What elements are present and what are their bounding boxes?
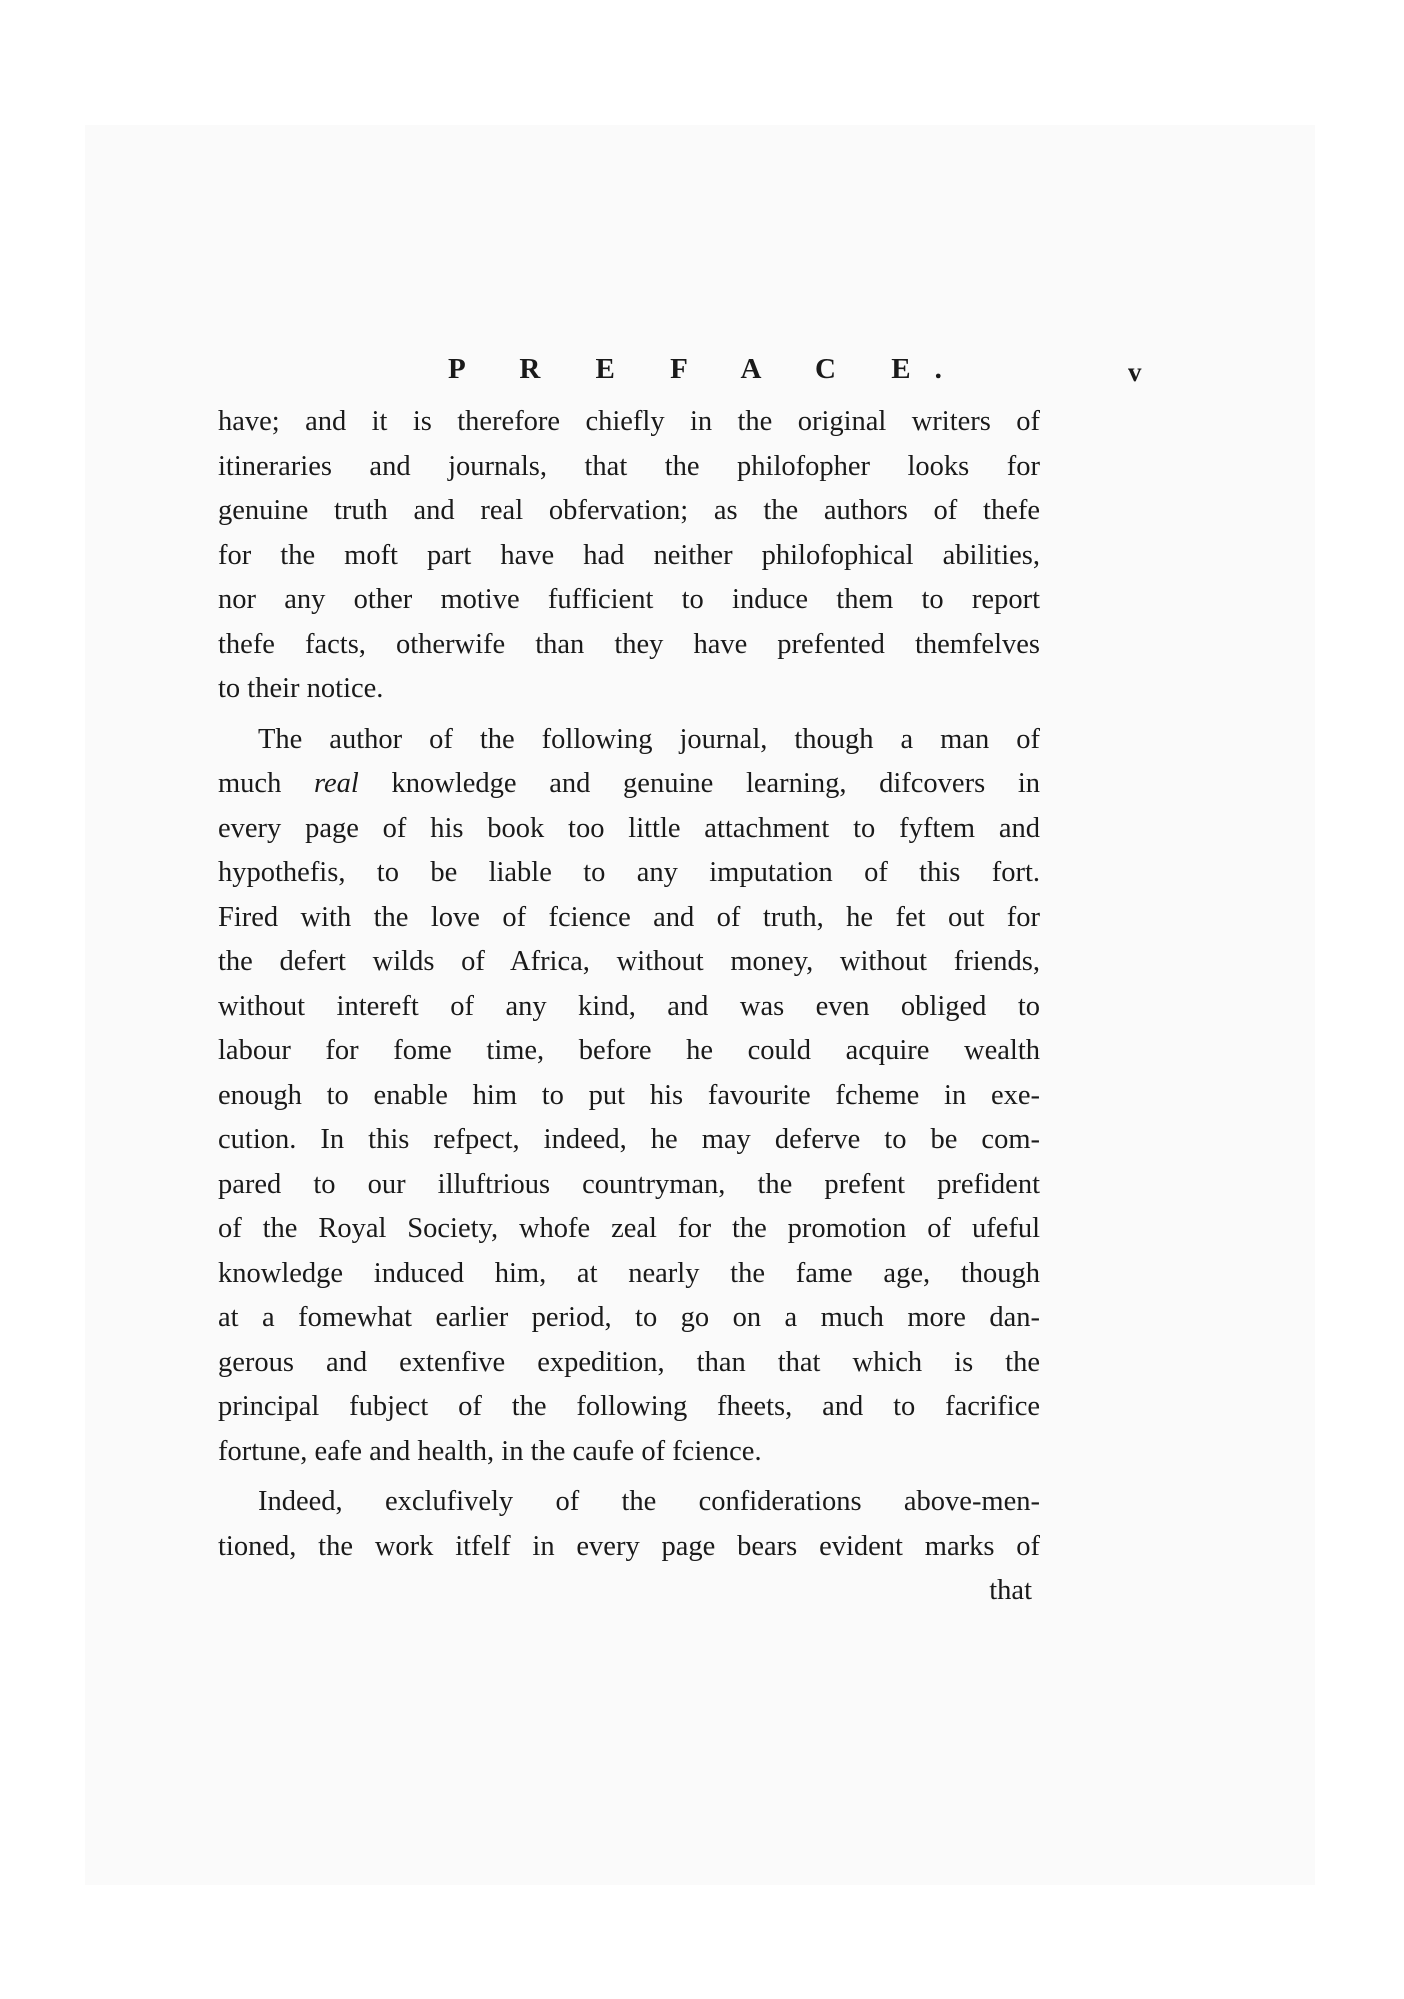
text-line: labour for fome time, before he could acquire wealth [218,1035,1040,1066]
text-line: enough to enable him to put his favourite fcheme in exe- [218,1079,1040,1111]
body-text [218,400,1040,1614]
page-title: P R E F A C E. [448,353,966,385]
text-line: Fired with the love of fcience and of truth, he fet out for [218,901,1040,933]
text-line: itineraries and journals, that the philofopher looks for [218,450,1040,482]
text-line: the defert wilds of Africa, without money, without friends, [218,946,1040,977]
text-line: hypothefis, to be liable to any imputation of this fort. [218,857,1040,888]
text-line: of the Royal Society, whofe zeal for the promotion of ufeful [218,1213,1040,1244]
text-line: tioned, the work itfelf in every page bears evident marks of [218,1530,1040,1562]
text-line: nor any other motive fufficient to induce them to report [218,584,1040,615]
italic-word: real [314,768,359,799]
text-line: knowledge induced him, at nearly the fame age, though [218,1257,1040,1289]
text-fragment: knowledge and genuine learning, difcovers in [358,768,1040,799]
running-head [0,353,1404,393]
text-line: to their notice. [218,673,384,704]
text-line: without intereft of any kind, and was even obliged to [218,990,1040,1022]
text-line-with-italic [218,762,1040,807]
text-line: have; and it is therefore chiefly in the original writers of [218,406,1040,437]
text-line: gerous and extenfive expedition, than that which is the [218,1346,1040,1378]
text-line: every page of his book too little attachment to fyftem and [218,812,1040,844]
text-fragment: much [218,768,314,799]
text-line: for the moft part have had neither philofophical abilities, [218,539,1040,571]
text-line: pared to our illuftrious countryman, the prefent prefident [218,1168,1040,1200]
text-line: genuine truth and real obfervation; as the authors of thefe [218,495,1040,526]
text-line: fortune, eafe and health, in the caufe of fcience. [218,1435,762,1467]
text-line: at a fomewhat earlier period, to go on a much more dan- [218,1302,1040,1333]
text-line: thefe facts, otherwife than they have prefented themfelves [218,628,1040,660]
text-line: cution. In this refpect, indeed, he may deferve to be com- [218,1124,1040,1155]
catchword: that [989,1575,1032,1606]
page-number: v [1128,357,1142,387]
text-line: principal fubject of the following fheets, and to facrifice [218,1391,1040,1422]
text-line: Indeed, exclufively of the confiderations above-men- [258,1486,1040,1517]
text-line: The author of the following journal, though a man of [258,723,1040,755]
